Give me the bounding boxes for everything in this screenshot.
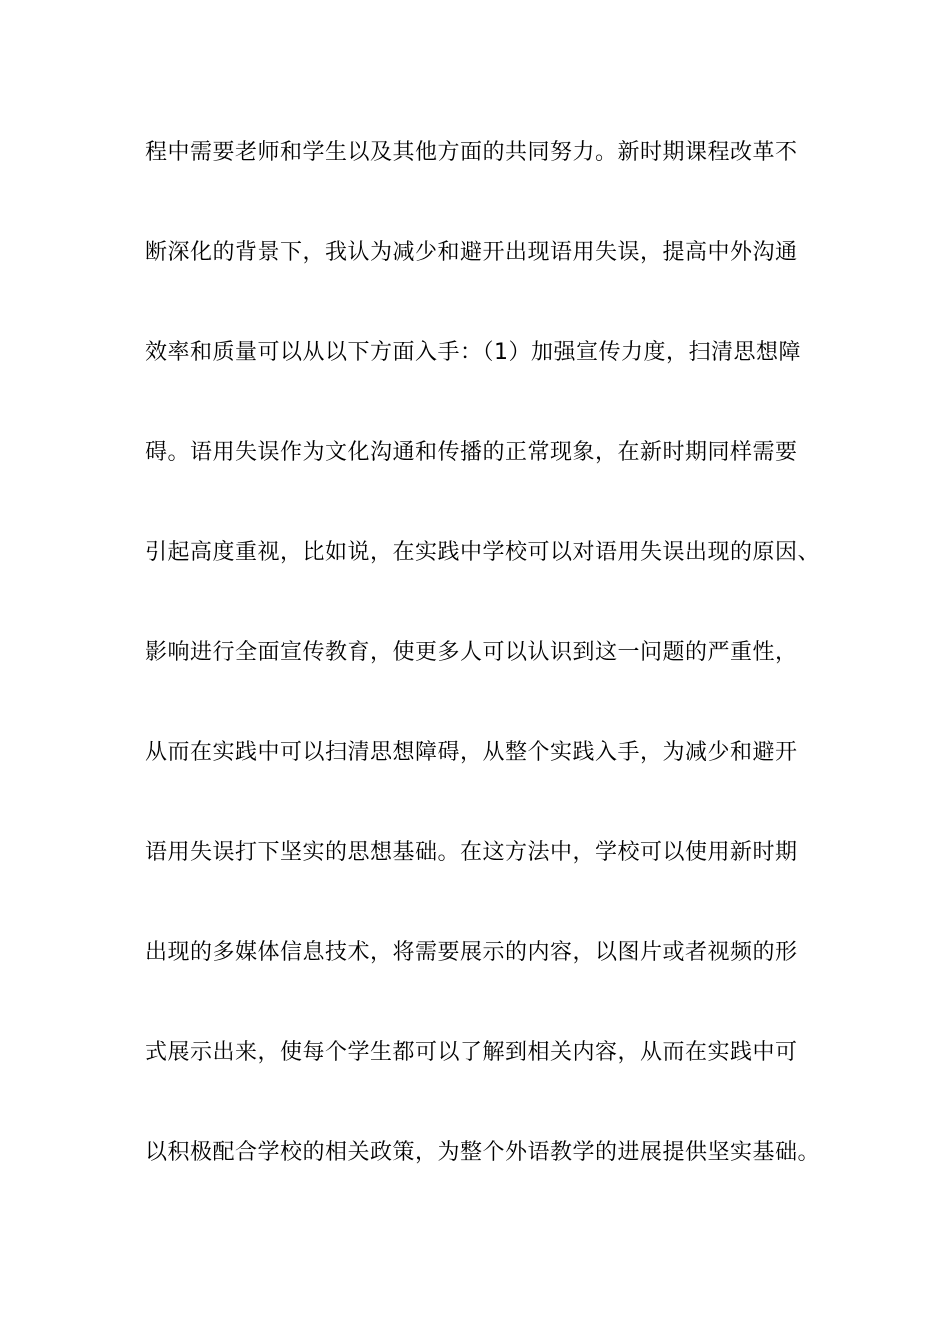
text-line: 碍。语用失误作为文化沟通和传播的正常现象，在新时期同样需要: [145, 440, 798, 465]
text-line: 式展示出来，使每个学生都可以了解到相关内容，从而在实践中可: [145, 1040, 798, 1065]
text-line: 程中需要老师和学生以及其他方面的共同努力。新时期课程改革不: [145, 140, 798, 165]
text-line: 影响进行全面宣传教育，使更多人可以认识到这一问题的严重性，: [145, 640, 798, 665]
text-line: 断深化的背景下，我认为减少和避开出现语用失误，提高中外沟通: [145, 240, 798, 265]
body-paragraph: [145, 130, 825, 1230]
text-line: 引起高度重视，比如说，在实践中学校可以对语用失误出现的原因、: [145, 540, 821, 565]
text-line: 出现的多媒体信息技术，将需要展示的内容，以图片或者视频的形: [145, 940, 798, 965]
text-line: 以积极配合学校的相关政策，为整个外语教学的进展提供坚实基础。: [145, 1140, 821, 1165]
text-line: 语用失误打下坚实的思想基础。在这方法中，学校可以使用新时期: [145, 840, 798, 865]
text-line: 从而在实践中可以扫清思想障碍，从整个实践入手，为减少和避开: [145, 740, 798, 765]
text-line: 效率和质量可以从以下方面入手：（1）加强宣传力度，扫清思想障: [145, 340, 801, 365]
